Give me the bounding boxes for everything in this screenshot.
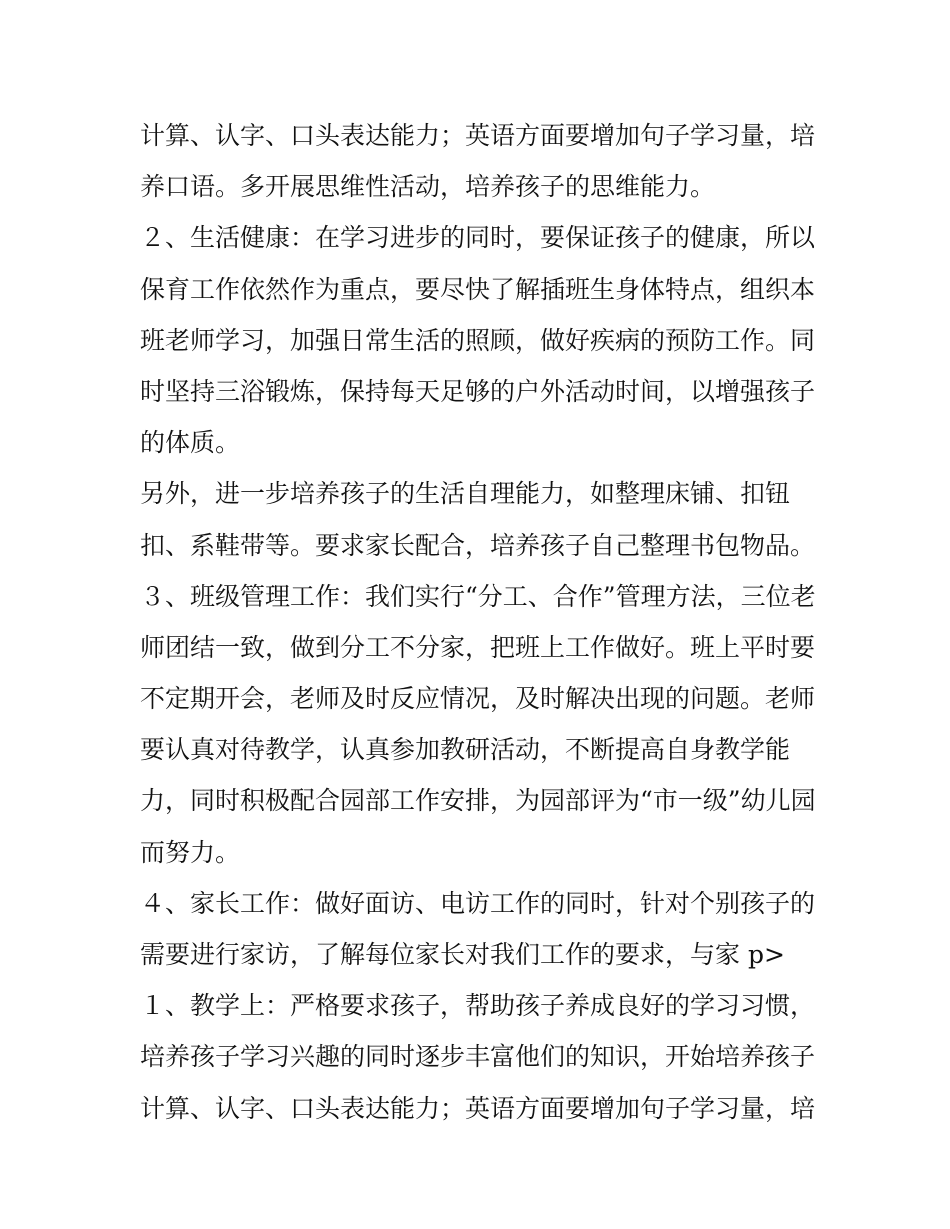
text-line: ４、家长工作：做好面访、电访工作的同时，针对个别孩子的 (140, 888, 816, 918)
text-line: 需要进行家访，了解每位家长对我们工作的要求，与家 p> (140, 940, 785, 969)
text-line: 而努力。 (140, 837, 241, 867)
text-line: 保育工作依然作为重点，要尽快了解插班生身体特点，组织本 (140, 274, 816, 304)
text-line: 计算、认字、口头表达能力；英语方面要增加句子学习量，培 (140, 1093, 816, 1123)
text-line: 的体质。 (140, 428, 241, 458)
text-line: 计算、认字、口头表达能力；英语方面要增加句子学习量，培 (140, 121, 816, 150)
text-line: 师团结一致，做到分工不分家，把班上工作做好。班上平时要 (140, 632, 816, 662)
text-line: 要认真对待教学，认真参加教研活动，不断提高自身教学能 (140, 735, 791, 765)
text-line: 养口语。多开展思维性活动，培养孩子的思维能力。 (140, 172, 716, 202)
text-line: ２、生活健康：在学习进步的同时，要保证孩子的健康，所以 (140, 223, 816, 253)
text-line: １、教学上：严格要求孩子，帮助孩子养成良好的学习习惯， (140, 991, 816, 1021)
text-line: 力，同时积极配合园部工作安排，为园部评为“市一级”幼儿园 (140, 786, 816, 816)
text-line: 另外，进一步培养孩子的生活自理能力，如整理床铺、扣钮 (140, 479, 791, 509)
body-text (140, 110, 820, 1134)
text-line: ３、班级管理工作：我们实行“分工、合作”管理方法，三位老 (140, 581, 816, 611)
text-line: 时坚持三浴锻炼，保持每天足够的户外活动时间，以增强孩子 (140, 376, 816, 406)
text-line: 培养孩子学习兴趣的同时逐步丰富他们的知识，开始培养孩子 (140, 1042, 816, 1072)
text-line: 班老师学习，加强日常生活的照顾，做好疾病的预防工作。同 (140, 325, 816, 355)
text-line: 扣、系鞋带等。要求家长配合，培养孩子自己整理书包物品。 (140, 530, 816, 560)
text-line: 不定期开会，老师及时反应情况，及时解决出现的问题。老师 (140, 684, 816, 714)
